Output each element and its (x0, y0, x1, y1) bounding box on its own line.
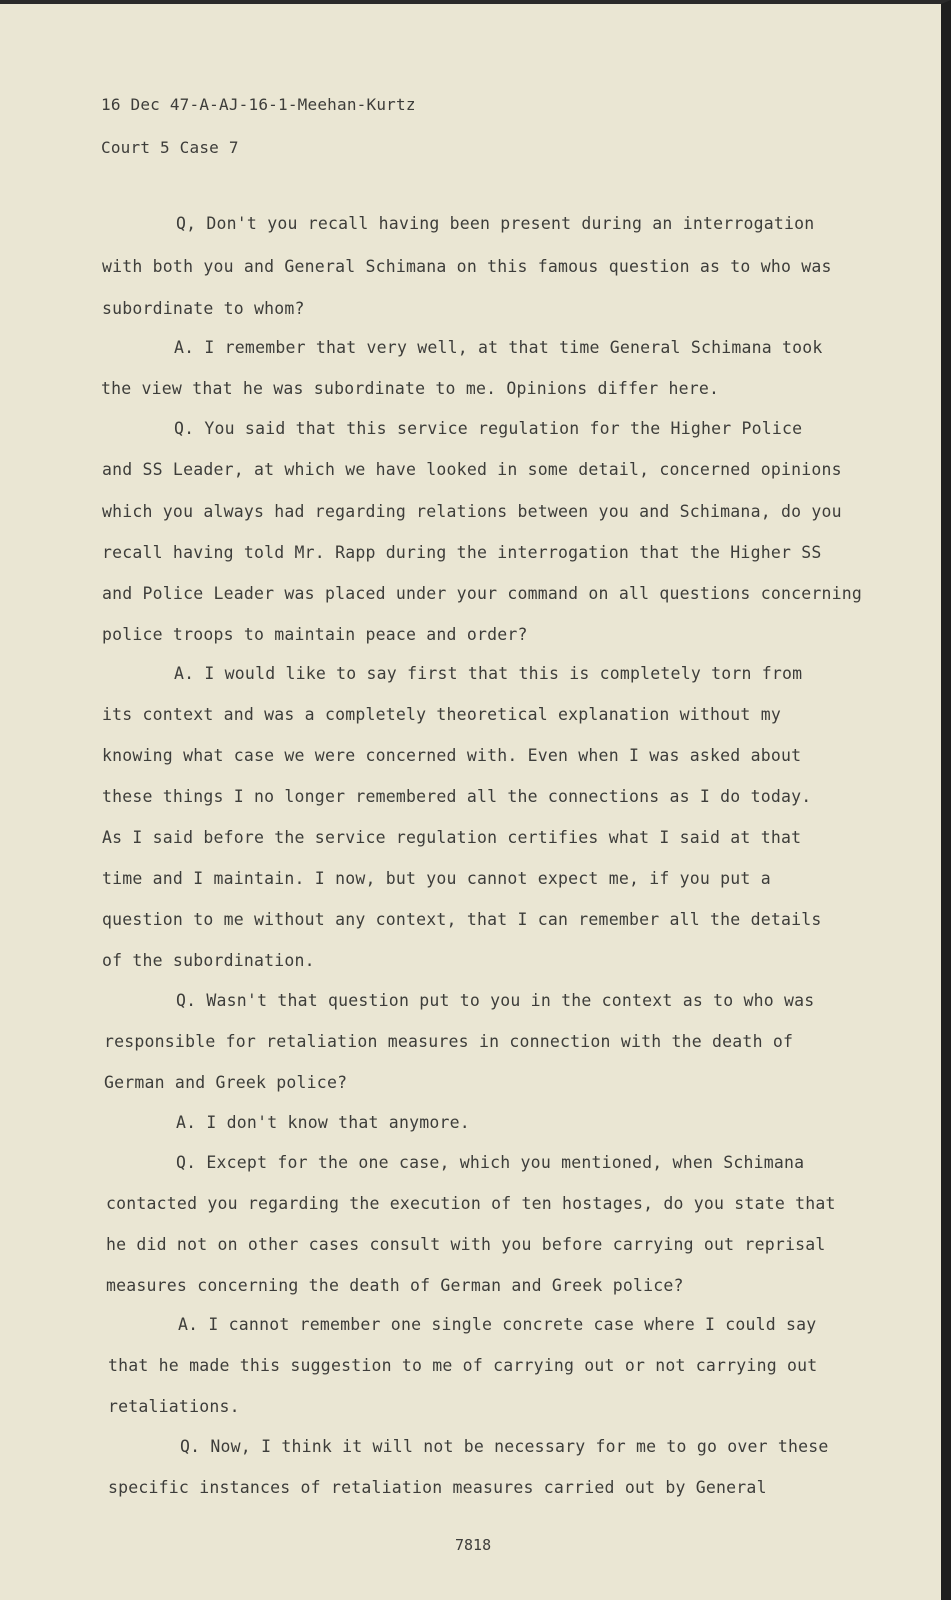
text-line: these things I no longer remembered all the connections as I do today. (102, 787, 812, 806)
text-line: A. I remember that very well, at that time General Schimana took (174, 338, 823, 357)
page-number: 7818 (455, 1536, 492, 1554)
text-line: subordinate to whom? (102, 299, 305, 318)
text-line: that he made this suggestion to me of carrying out or not carrying out (108, 1356, 818, 1375)
text-line: responsible for retaliation measures in connection with the death of (104, 1032, 794, 1051)
text-line: police troops to maintain peace and order? (102, 625, 528, 644)
text-line: knowing what case we were concerned with. Even when I was asked about (102, 746, 802, 765)
text-line: A. I don't know that anymore. (176, 1113, 470, 1132)
text-line: Q, Don't you recall having been present during an interrogation (176, 214, 815, 233)
text-line: Q. Now, I think it will not be necessary for me to go over these (180, 1437, 829, 1456)
text-line: and Police Leader was placed under your command on all questions concerning (102, 584, 863, 603)
text-line: As I said before the service regulation certifies what I said at that (102, 828, 802, 847)
text-line: of the subordination. (102, 951, 315, 970)
text-line: time and I maintain. I now, but you cannot expect me, if you put a (102, 869, 771, 888)
text-line: Q. You said that this service regulation for the Higher Police (174, 419, 803, 438)
text-line: German and Greek police? (104, 1073, 348, 1092)
text-line: with both you and General Schimana on this famous question as to who was (102, 257, 832, 276)
text-line: Q. Except for the one case, which you mentioned, when Schimana (176, 1153, 805, 1172)
text-line: its context and was a completely theoretical explanation without my (102, 705, 781, 724)
text-line: question to me without any context, that I can remember all the details (102, 910, 822, 929)
text-line: measures concerning the death of German and Greek police? (106, 1276, 684, 1295)
text-line: specific instances of retaliation measures carried out by General (108, 1478, 767, 1497)
text-line: the view that he was subordinate to me. Opinions differ here. (101, 379, 720, 398)
text-line: recall having told Mr. Rapp during the interrogation that the Higher SS (102, 543, 822, 562)
text-line: A. I cannot remember one single concrete case where I could say (178, 1315, 817, 1334)
text-line: which you always had regarding relations between you and Schimana, do you (102, 502, 842, 521)
text-line: A. I would like to say first that this is completely torn from (174, 664, 803, 683)
text-line: he did not on other cases consult with you before carrying out reprisal (106, 1235, 826, 1254)
text-line: retaliations. (108, 1397, 240, 1416)
text-line: contacted you regarding the execution of ten hostages, do you state that (106, 1194, 836, 1213)
text-line: and SS Leader, at which we have looked in some detail, concerned opinions (102, 460, 842, 479)
document-reference: 16 Dec 47-A-AJ-16-1-Meehan-Kurtz (101, 95, 416, 114)
text-line: Q. Wasn't that question put to you in the context as to who was (176, 991, 815, 1010)
court-case-label: Court 5 Case 7 (101, 138, 239, 157)
